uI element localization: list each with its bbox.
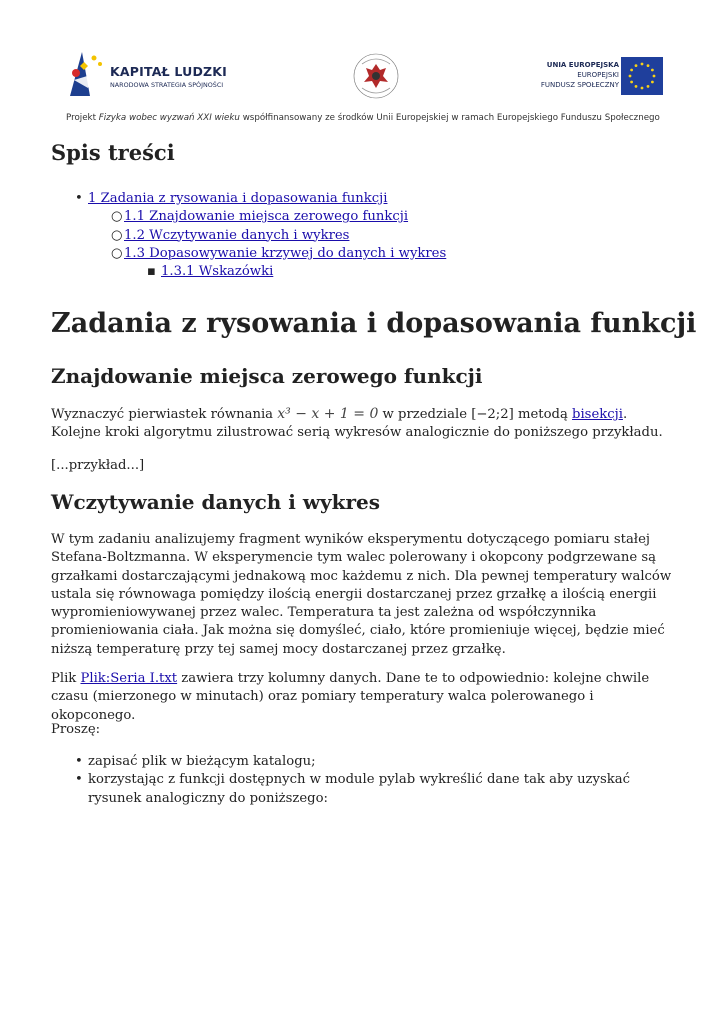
- bullet-square-icon: ▪: [147, 264, 156, 280]
- s1-text-c: . Kolejne kroki algorytmu zilustrować serią wykresów analogicznie do poniższego przykładu.: [51, 407, 663, 441]
- project-title: Fizyka wobec wyzwań XXI wieku: [98, 113, 240, 123]
- eu-text: [541, 60, 619, 90]
- toc-item: [51, 190, 446, 208]
- toc-item: [51, 245, 446, 263]
- table-of-contents: [51, 190, 446, 281]
- toc-item: [51, 263, 446, 281]
- list-item: [51, 771, 673, 808]
- list-item: [51, 753, 673, 771]
- toc-item: [51, 208, 446, 226]
- section-1-paragraph-2: [...przykład...]: [51, 458, 145, 473]
- kapital-ludzki-mark-icon: [64, 48, 108, 98]
- section-1-title: Znajdowanie miejsca zerowego funkcji: [51, 364, 483, 388]
- kapital-ludzki-subtitle: NARODOWA STRATEGIA SPÓJNOŚCI: [110, 81, 224, 89]
- eu-logo: [508, 55, 663, 97]
- task-list: [51, 753, 673, 808]
- s1-text-b: w przedziale [−2;2] metodą: [378, 407, 573, 422]
- list-item-text: korzystając z funkcji dostępnych w module pylab wykreślić dane tak aby uzyskać rysunek analogiczny do poniższego:: [88, 772, 630, 806]
- s2-text-b: zawiera trzy kolumny danych. Dane te to odpowiednio: kolejne chwile czasu (mierzonego w minutach) oraz pomiary temperatury walca polerowanego i okopconego.: [51, 671, 650, 723]
- bisection-link[interactable]: bisekcji: [572, 407, 623, 422]
- toc-link-1-2[interactable]: 1.2 Wczytywanie danych i wykres: [124, 227, 350, 243]
- kapital-ludzki-title: KAPITAŁ LUDZKI: [110, 64, 228, 79]
- section-1-paragraph-1: [51, 405, 673, 443]
- s1-text-a: Wyznaczyć pierwiastek równania: [51, 407, 278, 422]
- toc-title: Spis treści: [51, 140, 175, 165]
- data-file-link[interactable]: Plik:Seria I.txt: [80, 671, 178, 686]
- section-2-title: Wczytywanie danych i wykres: [51, 490, 381, 514]
- project-suffix: współfinansowany ze środków Unii Europejskiej w ramach Europejskiego Funduszu Społecznego: [239, 113, 660, 123]
- eu-line-2: EUROPEJSKI: [577, 71, 619, 79]
- university-seal-icon: [352, 52, 400, 100]
- section-2-paragraph-2: [51, 670, 673, 725]
- project-line: [66, 113, 660, 123]
- eu-line-3: FUNDUSZ SPOŁECZNY: [540, 81, 619, 89]
- bullet-disc-icon: •: [75, 191, 83, 206]
- toc-link-1[interactable]: 1 Zadania z rysowania i dopasowania funkcji: [88, 191, 388, 206]
- section-2-paragraph-1: W tym zadaniu analizujemy fragment wyników eksperymentu dotyczącego pomiaru stałej Stefana-Boltzmanna. W eksperymencie tym walec polerowany i okopcony podgrzewane są grzałkami dostarczającymi jednakową moc każdemu z nich. Dla pewnej temperatury walców ustala się równowaga pomiędzy ilością energii dostarczanej przez grzałkę a ilością energii wypromieniowywanej przez walec. Temperatura ta jest zależna od współczynnika promieniowania ciała. Jak można się domyśleć, ciało, które promieniuje więcej, będzie mieć niższą temperaturę przy tej samej mocy dostarczanej przez grzałkę.: [51, 532, 672, 657]
- eu-flag-icon: [621, 57, 663, 95]
- toc-link-1-3-1[interactable]: 1.3.1 Wskazówki: [161, 264, 274, 280]
- toc-link-1-3[interactable]: 1.3 Dopasowywanie krzywej do danych i wykres: [124, 245, 447, 261]
- section-2-paragraph-3: Proszę:: [51, 722, 101, 737]
- bullet-circle-icon: ○: [111, 209, 123, 225]
- bullet-circle-icon: ○: [111, 245, 123, 261]
- page-header: [0, 0, 725, 135]
- toc-link-1-1[interactable]: 1.1 Znajdowanie miejsca zerowego funkcji: [124, 209, 409, 225]
- bullet-disc-icon: •: [75, 754, 83, 769]
- bullet-circle-icon: ○: [111, 227, 123, 243]
- kapital-ludzki-logo: [64, 48, 244, 98]
- article-title: Zadania z rysowania i dopasowania funkcji: [51, 308, 697, 339]
- toc-item: [51, 227, 446, 245]
- project-prefix: Projekt: [66, 113, 99, 123]
- list-item-text: zapisać plik w bieżącym katalogu;: [88, 754, 316, 769]
- equation: x³ − x + 1 = 0: [277, 406, 379, 422]
- eu-line-1: UNIA EUROPEJSKA: [546, 61, 619, 69]
- bullet-disc-icon: •: [75, 772, 83, 788]
- s2-text-a: Plik: [51, 671, 81, 686]
